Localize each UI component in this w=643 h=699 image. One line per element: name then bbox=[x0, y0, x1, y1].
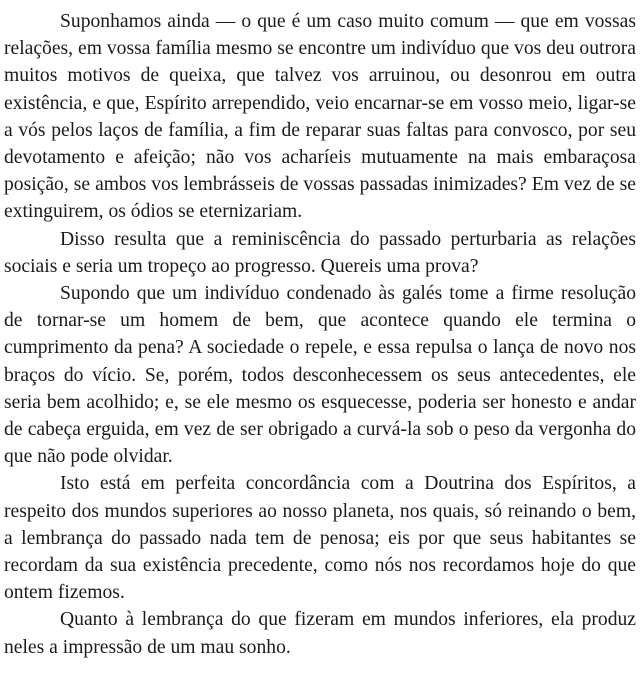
document-body bbox=[4, 8, 636, 661]
paragraph-1: Suponhamos ainda — o que é um caso muito comum — que em vossas relações, em vossa família mesmo se encontre um indivíduo que vos deu outrora muitos motivos de queixa, que talvez vos arruinou, ou desonrou em outra existência, e que, Espírito arrependido, veio encarnar-se em vosso meio, ligar-se a vós pelos laços de família, a fim de reparar suas faltas para convosco, por seu devotamento e afeição; não vos acharíeis mutuamente na mais embaraçosa posição, se ambos vos lembrásseis de vossas passadas inimizades? Em vez de se extinguirem, os ódios se eternizariam. bbox=[4, 11, 636, 223]
paragraph-4: Isto está em perfeita concordância com a Doutrina dos Espíritos, a respeito dos mundos superiores ao nosso planeta, nos quais, só reinando o bem, a lembrança do passado nada tem de penosa; eis por que seus habitantes se recordam da sua existência precedente, como nós nos recordamos hoje do que ontem fizemos. bbox=[4, 473, 636, 604]
paragraph-2: Disso resulta que a reminiscência do passado perturbaria as relações sociais e seria um tropeço ao progresso. Quereis uma prova? bbox=[4, 228, 636, 277]
paragraph-5: Quanto à lembrança do que fizeram em mundos inferiores, ela produz neles a impressão de um mau sonho. bbox=[4, 609, 636, 658]
paragraph-3: Supondo que um indivíduo condenado às galés tome a firme resolução de tornar-se um homem de bem, que acontece quando ele termina o cumprimento da pena? A sociedade o repele, e essa repulsa o lança de novo nos braços do vício. Se, porém, todos desconhecessem os seus antecedentes, ele seria bem acolhido; e, se ele mesmo os esquecesse, poderia ser honesto e andar de cabeça erguida, em vez de ser obrigado a curvá-la sob o peso da vergonha do que não pode olvidar. bbox=[4, 283, 636, 468]
